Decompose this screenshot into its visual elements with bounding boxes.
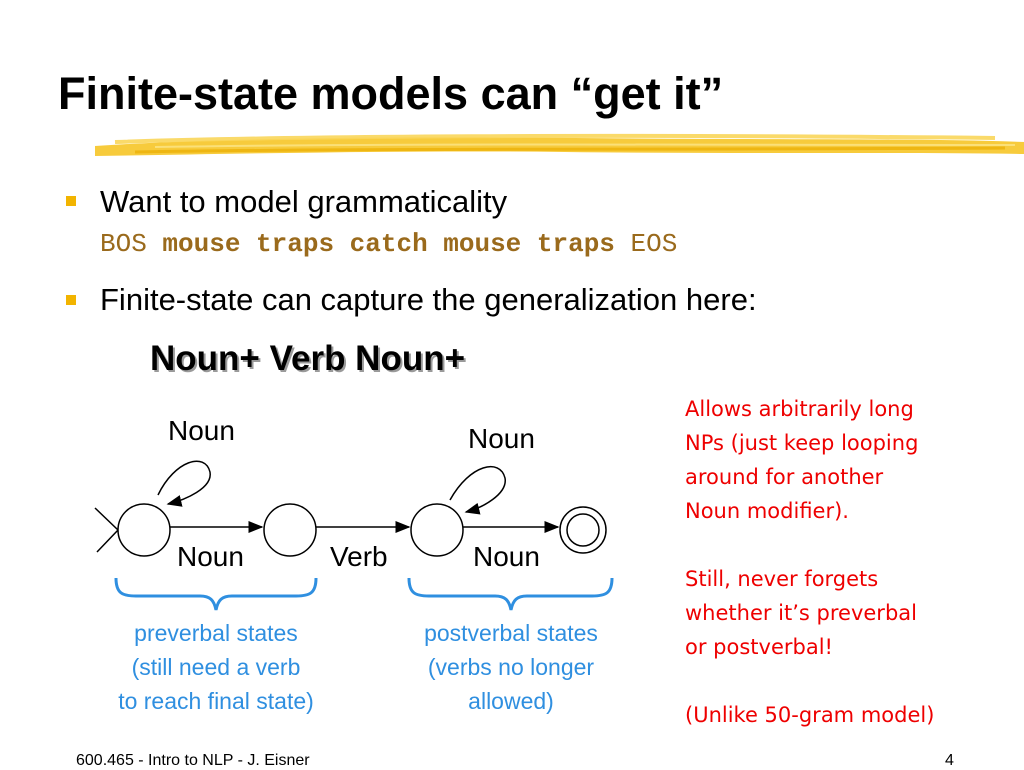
title-highlight-stroke	[95, 128, 1024, 162]
edge-label-verb: Verb	[330, 541, 388, 572]
note-line: (Unlike 50-gram model)	[685, 703, 935, 727]
bos-token: BOS	[100, 229, 147, 259]
preverbal-caption	[60, 616, 372, 718]
note-spacer	[685, 664, 1020, 698]
note-line: or postverbal!	[685, 635, 833, 659]
footer-page-number: 4	[945, 752, 954, 769]
regex-pattern: Noun+ Verb Noun+	[150, 339, 466, 378]
note-line: around for another	[685, 465, 884, 489]
caption-line: allowed)	[468, 688, 554, 714]
self-loop-1	[158, 461, 210, 504]
self-loop-2	[450, 467, 505, 512]
note-line: Noun modifier).	[685, 499, 849, 523]
state-1	[118, 504, 170, 556]
footer-course: 600.465 - Intro to NLP - J. Eisner	[76, 752, 310, 769]
note-line: NPs (just keep looping	[685, 431, 919, 455]
loop-label-noun: Noun	[468, 423, 535, 454]
side-note	[685, 392, 1020, 732]
caption-line: (verbs no longer	[427, 654, 595, 680]
final-state-inner	[567, 514, 599, 546]
caption-line: postverbal states	[424, 620, 598, 646]
caption-line: preverbal states	[134, 620, 298, 646]
note-line: Still, never forgets	[685, 567, 879, 591]
example-sentence	[100, 229, 677, 259]
state-3	[411, 504, 463, 556]
note-spacer	[685, 528, 1020, 562]
loop-label-noun: Noun	[168, 415, 235, 446]
bullet-marker	[66, 196, 76, 206]
note-line: whether it’s preverbal	[685, 601, 917, 625]
start-arrow	[95, 508, 118, 552]
state-2	[264, 504, 316, 556]
eos-token: EOS	[630, 229, 678, 259]
postverbal-brace	[409, 578, 612, 610]
slide-title: Finite-state models can “get it”	[58, 68, 724, 119]
postverbal-caption	[385, 616, 637, 718]
caption-line: to reach final state)	[118, 688, 314, 714]
note-line: Allows arbitrarily long	[685, 397, 914, 421]
bullet-text: Finite-state can capture the generalization here:	[100, 282, 757, 317]
sentence-tokens: mouse traps catch mouse traps	[162, 229, 615, 259]
fsm-diagram	[0, 400, 640, 640]
edge-label-noun: Noun	[177, 541, 244, 572]
caption-line: (still need a verb	[131, 654, 301, 680]
bullet-marker	[66, 295, 76, 305]
preverbal-brace	[116, 578, 316, 610]
edge-label-noun: Noun	[473, 541, 540, 572]
bullet-text: Want to model grammaticality	[100, 184, 508, 219]
